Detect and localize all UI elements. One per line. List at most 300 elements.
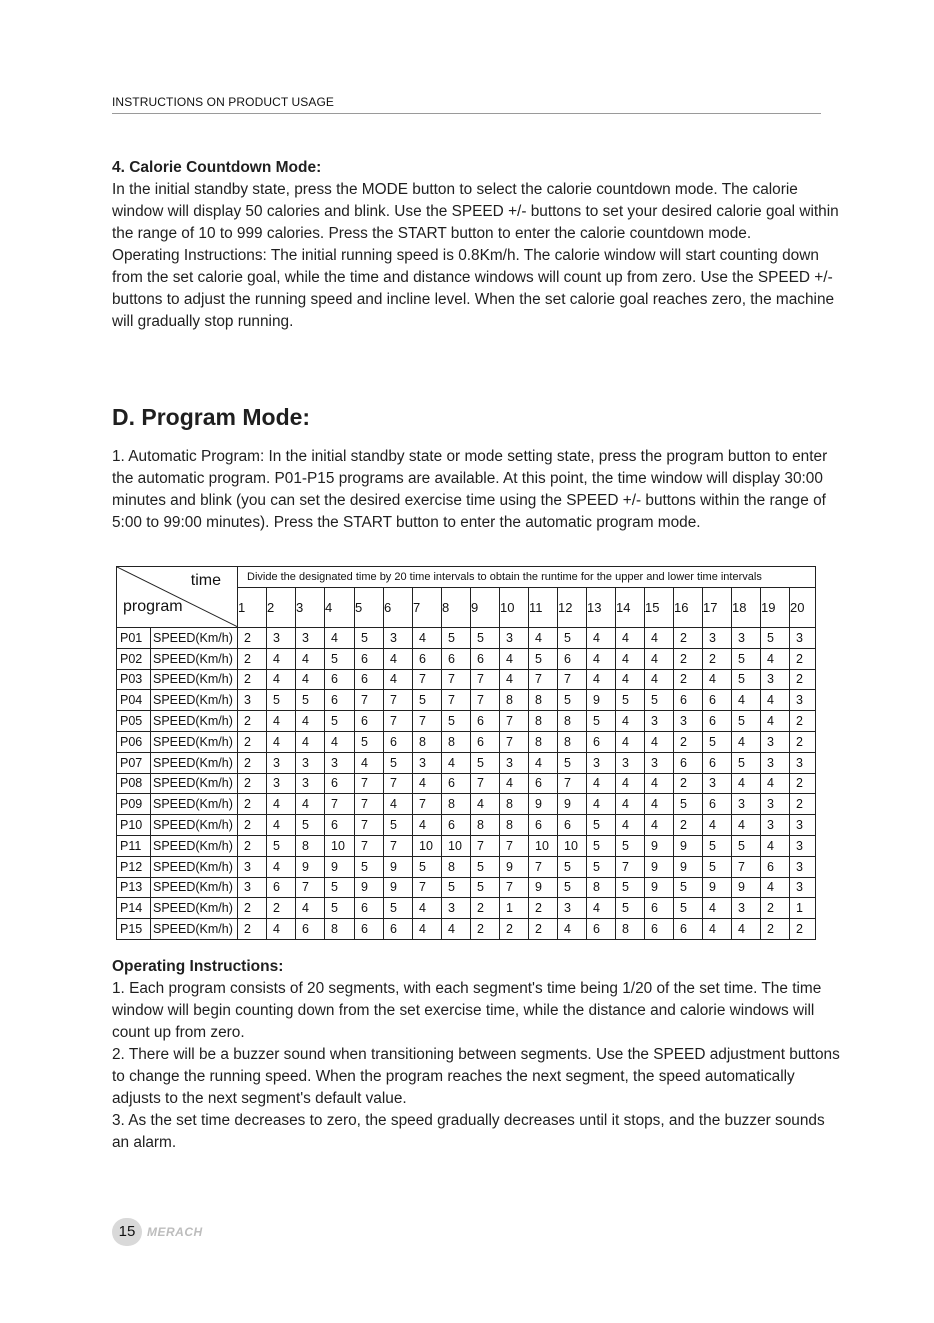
speed-value-cell: 9 (587, 690, 616, 711)
speed-value-cell: 4 (645, 794, 674, 815)
program-id-cell: P05 (117, 711, 151, 732)
speed-value-cell: 10 (413, 835, 442, 856)
speed-label-cell: SPEED(Km/h) (151, 898, 238, 919)
speed-value-cell: 2 (238, 773, 267, 794)
speed-value-cell: 7 (471, 690, 500, 711)
speed-value-cell: 7 (471, 835, 500, 856)
table-row (117, 856, 816, 877)
table-row (117, 752, 816, 773)
speed-value-cell: 5 (587, 835, 616, 856)
speed-value-cell: 2 (238, 898, 267, 919)
speed-value-cell: 5 (587, 815, 616, 836)
speed-value-cell: 2 (267, 898, 296, 919)
speed-value-cell: 7 (413, 711, 442, 732)
speed-value-cell: 3 (761, 794, 790, 815)
speed-value-cell: 3 (790, 690, 816, 711)
speed-value-cell: 3 (674, 711, 703, 732)
speed-value-cell: 4 (761, 877, 790, 898)
speed-value-cell: 4 (587, 898, 616, 919)
speed-value-cell: 3 (616, 752, 645, 773)
speed-value-cell: 5 (674, 877, 703, 898)
speed-value-cell: 8 (500, 690, 529, 711)
speed-value-cell: 2 (703, 648, 732, 669)
speed-value-cell: 3 (790, 752, 816, 773)
speed-value-cell: 3 (790, 815, 816, 836)
speed-value-cell: 2 (674, 773, 703, 794)
table-row (117, 773, 816, 794)
program-id-cell: P11 (117, 835, 151, 856)
table-row (117, 731, 816, 752)
speed-value-cell: 7 (529, 856, 558, 877)
speed-value-cell: 6 (558, 815, 587, 836)
speed-value-cell: 4 (267, 919, 296, 940)
speed-value-cell: 5 (529, 648, 558, 669)
speed-value-cell: 7 (500, 711, 529, 732)
speed-value-cell: 5 (442, 877, 471, 898)
speed-value-cell: 4 (413, 628, 442, 649)
speed-value-cell: 9 (325, 856, 355, 877)
speed-value-cell: 6 (296, 919, 325, 940)
speed-value-cell: 6 (558, 648, 587, 669)
operating-item-1: 1. Each program consists of 20 segments, with each segment's time being 1/20 of the set time. The time window will begin counting down from the set exercise time, while the distance and calorie windows will count up from zero. (112, 980, 822, 1041)
speed-value-cell: 4 (645, 773, 674, 794)
speed-value-cell: 2 (674, 669, 703, 690)
speed-value-cell: 4 (587, 794, 616, 815)
speed-value-cell: 7 (355, 835, 384, 856)
speed-value-cell: 4 (616, 815, 645, 836)
page-header-title: INSTRUCTIONS ON PRODUCT USAGE (112, 95, 335, 109)
speed-value-cell: 2 (674, 648, 703, 669)
speed-value-cell: 9 (645, 835, 674, 856)
speed-value-cell: 5 (325, 877, 355, 898)
table-row (117, 815, 816, 836)
speed-value-cell: 5 (587, 856, 616, 877)
table-row (117, 690, 816, 711)
speed-value-cell: 7 (413, 877, 442, 898)
operating-item-3: 3. As the set time decreases to zero, the speed gradually decreases until it stops, and the buzzer sounds an alarm. (112, 1112, 825, 1151)
speed-value-cell: 6 (355, 648, 384, 669)
speed-value-cell: 4 (732, 731, 761, 752)
speed-value-cell: 3 (500, 628, 529, 649)
speed-value-cell: 5 (732, 752, 761, 773)
table-row (117, 628, 816, 649)
program-id-cell: P14 (117, 898, 151, 919)
speed-value-cell: 8 (558, 731, 587, 752)
table-row (117, 877, 816, 898)
speed-value-cell: 9 (355, 877, 384, 898)
program-id-cell: P03 (117, 669, 151, 690)
speed-value-cell: 5 (325, 711, 355, 732)
interval-header-cell: 7 (413, 588, 442, 628)
speed-value-cell: 5 (325, 648, 355, 669)
speed-value-cell: 5 (703, 835, 732, 856)
speed-value-cell: 3 (790, 877, 816, 898)
speed-value-cell: 8 (442, 731, 471, 752)
speed-value-cell: 5 (558, 628, 587, 649)
speed-value-cell: 7 (500, 877, 529, 898)
speed-value-cell: 6 (384, 919, 413, 940)
interval-header-cell: 15 (645, 588, 674, 628)
speed-value-cell: 4 (732, 815, 761, 836)
corner-time-label: time (190, 572, 221, 589)
speed-value-cell: 5 (355, 731, 384, 752)
speed-value-cell: 8 (616, 919, 645, 940)
speed-value-cell: 4 (296, 669, 325, 690)
speed-value-cell: 3 (267, 773, 296, 794)
program-id-cell: P13 (117, 877, 151, 898)
speed-value-cell: 4 (587, 669, 616, 690)
program-id-cell: P10 (117, 815, 151, 836)
speed-value-cell: 4 (616, 669, 645, 690)
speed-value-cell: 4 (296, 648, 325, 669)
program-mode-title: D. Program Mode: (112, 404, 311, 430)
speed-value-cell: 4 (267, 731, 296, 752)
speed-value-cell: 2 (238, 711, 267, 732)
speed-value-cell: 4 (296, 711, 325, 732)
speed-label-cell: SPEED(Km/h) (151, 919, 238, 940)
speed-value-cell: 5 (616, 835, 645, 856)
speed-value-cell: 5 (732, 648, 761, 669)
speed-value-cell: 6 (674, 752, 703, 773)
speed-value-cell: 5 (267, 690, 296, 711)
table-description: Divide the designated time by 20 time intervals to obtain the runtime for the upper and lower time intervals (238, 567, 816, 588)
speed-value-cell: 7 (296, 877, 325, 898)
table-row (117, 794, 816, 815)
program-id-cell: P07 (117, 752, 151, 773)
speed-value-cell: 3 (790, 835, 816, 856)
speed-value-cell: 4 (587, 648, 616, 669)
speed-value-cell: 5 (384, 815, 413, 836)
speed-value-cell: 5 (471, 628, 500, 649)
table-row (117, 711, 816, 732)
speed-value-cell: 4 (325, 731, 355, 752)
speed-label-cell: SPEED(Km/h) (151, 648, 238, 669)
speed-value-cell: 6 (442, 773, 471, 794)
speed-value-cell: 4 (587, 773, 616, 794)
speed-value-cell: 2 (790, 648, 816, 669)
speed-value-cell: 4 (703, 919, 732, 940)
interval-header-cell: 17 (703, 588, 732, 628)
speed-value-cell: 6 (703, 794, 732, 815)
speed-value-cell: 3 (413, 752, 442, 773)
speed-value-cell: 8 (442, 856, 471, 877)
speed-value-cell: 7 (355, 773, 384, 794)
speed-value-cell: 4 (413, 919, 442, 940)
speed-value-cell: 7 (442, 690, 471, 711)
interval-header-cell: 19 (761, 588, 790, 628)
speed-value-cell: 5 (471, 877, 500, 898)
speed-value-cell: 2 (674, 628, 703, 649)
speed-value-cell: 2 (790, 919, 816, 940)
speed-value-cell: 2 (790, 669, 816, 690)
speed-value-cell: 5 (674, 898, 703, 919)
speed-value-cell: 10 (325, 835, 355, 856)
speed-value-cell: 8 (529, 711, 558, 732)
speed-value-cell: 4 (267, 711, 296, 732)
brand-logo: MERACH (147, 1225, 203, 1239)
program-id-cell: P01 (117, 628, 151, 649)
table-body (117, 628, 816, 940)
speed-value-cell: 3 (238, 877, 267, 898)
speed-value-cell: 7 (384, 711, 413, 732)
speed-value-cell: 4 (645, 731, 674, 752)
speed-value-cell: 3 (325, 752, 355, 773)
speed-value-cell: 6 (325, 690, 355, 711)
speed-value-cell: 9 (732, 877, 761, 898)
speed-value-cell: 5 (355, 628, 384, 649)
interval-header-cell: 13 (587, 588, 616, 628)
speed-value-cell: 4 (500, 648, 529, 669)
speed-value-cell: 5 (732, 835, 761, 856)
speed-value-cell: 2 (238, 752, 267, 773)
speed-value-cell: 2 (471, 919, 500, 940)
speed-value-cell: 9 (674, 835, 703, 856)
speed-value-cell: 9 (296, 856, 325, 877)
speed-value-cell: 3 (703, 628, 732, 649)
speed-value-cell: 7 (558, 773, 587, 794)
speed-value-cell: 6 (471, 711, 500, 732)
speed-value-cell: 4 (355, 752, 384, 773)
speed-value-cell: 5 (558, 856, 587, 877)
speed-value-cell: 6 (703, 711, 732, 732)
speed-value-cell: 3 (238, 856, 267, 877)
table-row (117, 835, 816, 856)
table-row (117, 898, 816, 919)
speed-value-cell: 6 (355, 898, 384, 919)
speed-value-cell: 4 (471, 794, 500, 815)
speed-value-cell: 5 (587, 711, 616, 732)
speed-value-cell: 3 (238, 690, 267, 711)
speed-value-cell: 6 (267, 877, 296, 898)
speed-value-cell: 3 (267, 752, 296, 773)
speed-value-cell: 2 (529, 898, 558, 919)
speed-value-cell: 2 (761, 919, 790, 940)
speed-value-cell: 6 (442, 648, 471, 669)
speed-value-cell: 2 (238, 731, 267, 752)
speed-value-cell: 7 (442, 669, 471, 690)
speed-value-cell: 4 (267, 815, 296, 836)
speed-value-cell: 4 (384, 794, 413, 815)
header-divider (112, 113, 821, 114)
speed-value-cell: 4 (384, 669, 413, 690)
speed-value-cell: 3 (267, 628, 296, 649)
speed-value-cell: 7 (500, 835, 529, 856)
program-id-cell: P04 (117, 690, 151, 711)
speed-value-cell: 3 (761, 669, 790, 690)
speed-value-cell: 2 (790, 794, 816, 815)
speed-value-cell: 4 (500, 669, 529, 690)
speed-value-cell: 4 (267, 794, 296, 815)
interval-header-cell: 3 (296, 588, 325, 628)
speed-value-cell: 5 (558, 752, 587, 773)
speed-value-cell: 10 (442, 835, 471, 856)
speed-value-cell: 4 (413, 773, 442, 794)
speed-value-cell: 4 (529, 752, 558, 773)
speed-value-cell: 4 (761, 773, 790, 794)
speed-value-cell: 4 (558, 919, 587, 940)
speed-value-cell: 3 (296, 752, 325, 773)
speed-value-cell: 5 (413, 856, 442, 877)
speed-value-cell: 9 (645, 856, 674, 877)
speed-value-cell: 6 (529, 815, 558, 836)
speed-value-cell: 6 (674, 690, 703, 711)
speed-value-cell: 2 (238, 919, 267, 940)
speed-value-cell: 2 (674, 815, 703, 836)
speed-value-cell: 2 (471, 898, 500, 919)
speed-value-cell: 10 (529, 835, 558, 856)
speed-label-cell: SPEED(Km/h) (151, 815, 238, 836)
speed-value-cell: 6 (703, 752, 732, 773)
calorie-paragraph-2: Operating Instructions: The initial running speed is 0.8Km/h. The calorie window will start counting down from the set calorie goal, while the time and distance windows will count up from zero. Use the SPEED +/- buttons to adjust the running speed and incline level. When the set calorie goal reaches zero, the machine will gradually stop running. (112, 247, 835, 330)
speed-value-cell: 3 (703, 773, 732, 794)
speed-value-cell: 2 (238, 835, 267, 856)
interval-header-cell: 12 (558, 588, 587, 628)
speed-value-cell: 2 (790, 773, 816, 794)
speed-value-cell: 6 (587, 919, 616, 940)
speed-value-cell: 2 (238, 794, 267, 815)
speed-value-cell: 8 (500, 815, 529, 836)
speed-value-cell: 5 (761, 628, 790, 649)
speed-value-cell: 8 (558, 711, 587, 732)
speed-value-cell: 3 (384, 628, 413, 649)
speed-value-cell: 8 (529, 731, 558, 752)
speed-value-cell: 2 (529, 919, 558, 940)
operating-item-2: 2. There will be a buzzer sound when transitioning between segments. Use the SPEED adjustment buttons to change the running speed. When the program reaches the next segment, the speed automatically adjusts to the next segment's default value. (112, 1046, 840, 1107)
speed-value-cell: 5 (384, 752, 413, 773)
speed-value-cell: 3 (442, 898, 471, 919)
interval-header-cell: 11 (529, 588, 558, 628)
speed-value-cell: 4 (616, 648, 645, 669)
speed-value-cell: 4 (616, 773, 645, 794)
speed-value-cell: 4 (645, 628, 674, 649)
speed-value-cell: 5 (616, 690, 645, 711)
page-number-badge: 15 (112, 1218, 142, 1246)
speed-value-cell: 4 (296, 794, 325, 815)
speed-value-cell: 9 (558, 794, 587, 815)
program-mode-section (112, 446, 840, 534)
speed-value-cell: 9 (500, 856, 529, 877)
interval-header-cell: 10 (500, 588, 529, 628)
speed-value-cell: 4 (645, 815, 674, 836)
table-row (117, 919, 816, 940)
speed-value-cell: 6 (355, 711, 384, 732)
speed-value-cell: 4 (267, 648, 296, 669)
speed-value-cell: 3 (645, 752, 674, 773)
program-speed-table (116, 566, 816, 940)
speed-value-cell: 6 (325, 773, 355, 794)
speed-value-cell: 4 (296, 898, 325, 919)
speed-label-cell: SPEED(Km/h) (151, 856, 238, 877)
speed-value-cell: 2 (238, 648, 267, 669)
program-id-cell: P02 (117, 648, 151, 669)
speed-value-cell: 5 (616, 898, 645, 919)
speed-value-cell: 5 (558, 690, 587, 711)
program-id-cell: P12 (117, 856, 151, 877)
speed-value-cell: 4 (616, 628, 645, 649)
table-corner-cell (117, 567, 238, 628)
speed-value-cell: 3 (732, 898, 761, 919)
speed-value-cell: 5 (703, 731, 732, 752)
speed-value-cell: 6 (355, 669, 384, 690)
speed-value-cell: 6 (645, 919, 674, 940)
speed-value-cell: 6 (645, 898, 674, 919)
speed-value-cell: 2 (238, 669, 267, 690)
speed-label-cell: SPEED(Km/h) (151, 731, 238, 752)
speed-value-cell: 5 (442, 711, 471, 732)
speed-value-cell: 3 (761, 815, 790, 836)
speed-value-cell: 5 (703, 856, 732, 877)
speed-label-cell: SPEED(Km/h) (151, 669, 238, 690)
speed-value-cell: 4 (761, 648, 790, 669)
speed-label-cell: SPEED(Km/h) (151, 773, 238, 794)
speed-value-cell: 5 (296, 815, 325, 836)
speed-value-cell: 6 (471, 648, 500, 669)
speed-value-cell: 4 (413, 898, 442, 919)
speed-value-cell: 4 (296, 731, 325, 752)
speed-value-cell: 4 (267, 856, 296, 877)
speed-value-cell: 4 (529, 628, 558, 649)
speed-value-cell: 7 (558, 669, 587, 690)
speed-value-cell: 5 (384, 898, 413, 919)
speed-value-cell: 3 (732, 628, 761, 649)
speed-value-cell: 3 (296, 628, 325, 649)
speed-value-cell: 2 (238, 815, 267, 836)
speed-value-cell: 4 (587, 628, 616, 649)
speed-value-cell: 7 (500, 731, 529, 752)
interval-header-cell: 16 (674, 588, 703, 628)
speed-value-cell: 6 (355, 919, 384, 940)
speed-label-cell: SPEED(Km/h) (151, 690, 238, 711)
program-id-cell: P09 (117, 794, 151, 815)
speed-value-cell: 8 (413, 731, 442, 752)
speed-value-cell: 6 (674, 919, 703, 940)
speed-value-cell: 3 (761, 731, 790, 752)
speed-value-cell: 4 (645, 669, 674, 690)
speed-value-cell: 3 (558, 898, 587, 919)
speed-value-cell: 9 (384, 856, 413, 877)
speed-value-cell: 9 (529, 877, 558, 898)
operating-heading: Operating Instructions: (112, 958, 284, 975)
speed-value-cell: 8 (500, 794, 529, 815)
speed-value-cell: 3 (790, 856, 816, 877)
speed-value-cell: 6 (761, 856, 790, 877)
speed-value-cell: 3 (645, 711, 674, 732)
speed-value-cell: 4 (616, 711, 645, 732)
speed-value-cell: 5 (296, 690, 325, 711)
speed-value-cell: 7 (413, 794, 442, 815)
speed-value-cell: 8 (587, 877, 616, 898)
interval-header-cell: 18 (732, 588, 761, 628)
speed-value-cell: 6 (384, 731, 413, 752)
speed-value-cell: 4 (761, 835, 790, 856)
speed-value-cell: 5 (267, 835, 296, 856)
speed-value-cell: 3 (296, 773, 325, 794)
speed-value-cell: 3 (500, 752, 529, 773)
speed-value-cell: 1 (790, 898, 816, 919)
interval-header-cell: 2 (267, 588, 296, 628)
speed-value-cell: 5 (413, 690, 442, 711)
speed-label-cell: SPEED(Km/h) (151, 711, 238, 732)
speed-label-cell: SPEED(Km/h) (151, 877, 238, 898)
speed-value-cell: 7 (471, 773, 500, 794)
interval-header-cell: 8 (442, 588, 471, 628)
speed-label-cell: SPEED(Km/h) (151, 628, 238, 649)
speed-value-cell: 4 (616, 731, 645, 752)
speed-value-cell: 4 (267, 669, 296, 690)
speed-value-cell: 7 (384, 690, 413, 711)
speed-value-cell: 3 (761, 752, 790, 773)
speed-value-cell: 9 (645, 877, 674, 898)
